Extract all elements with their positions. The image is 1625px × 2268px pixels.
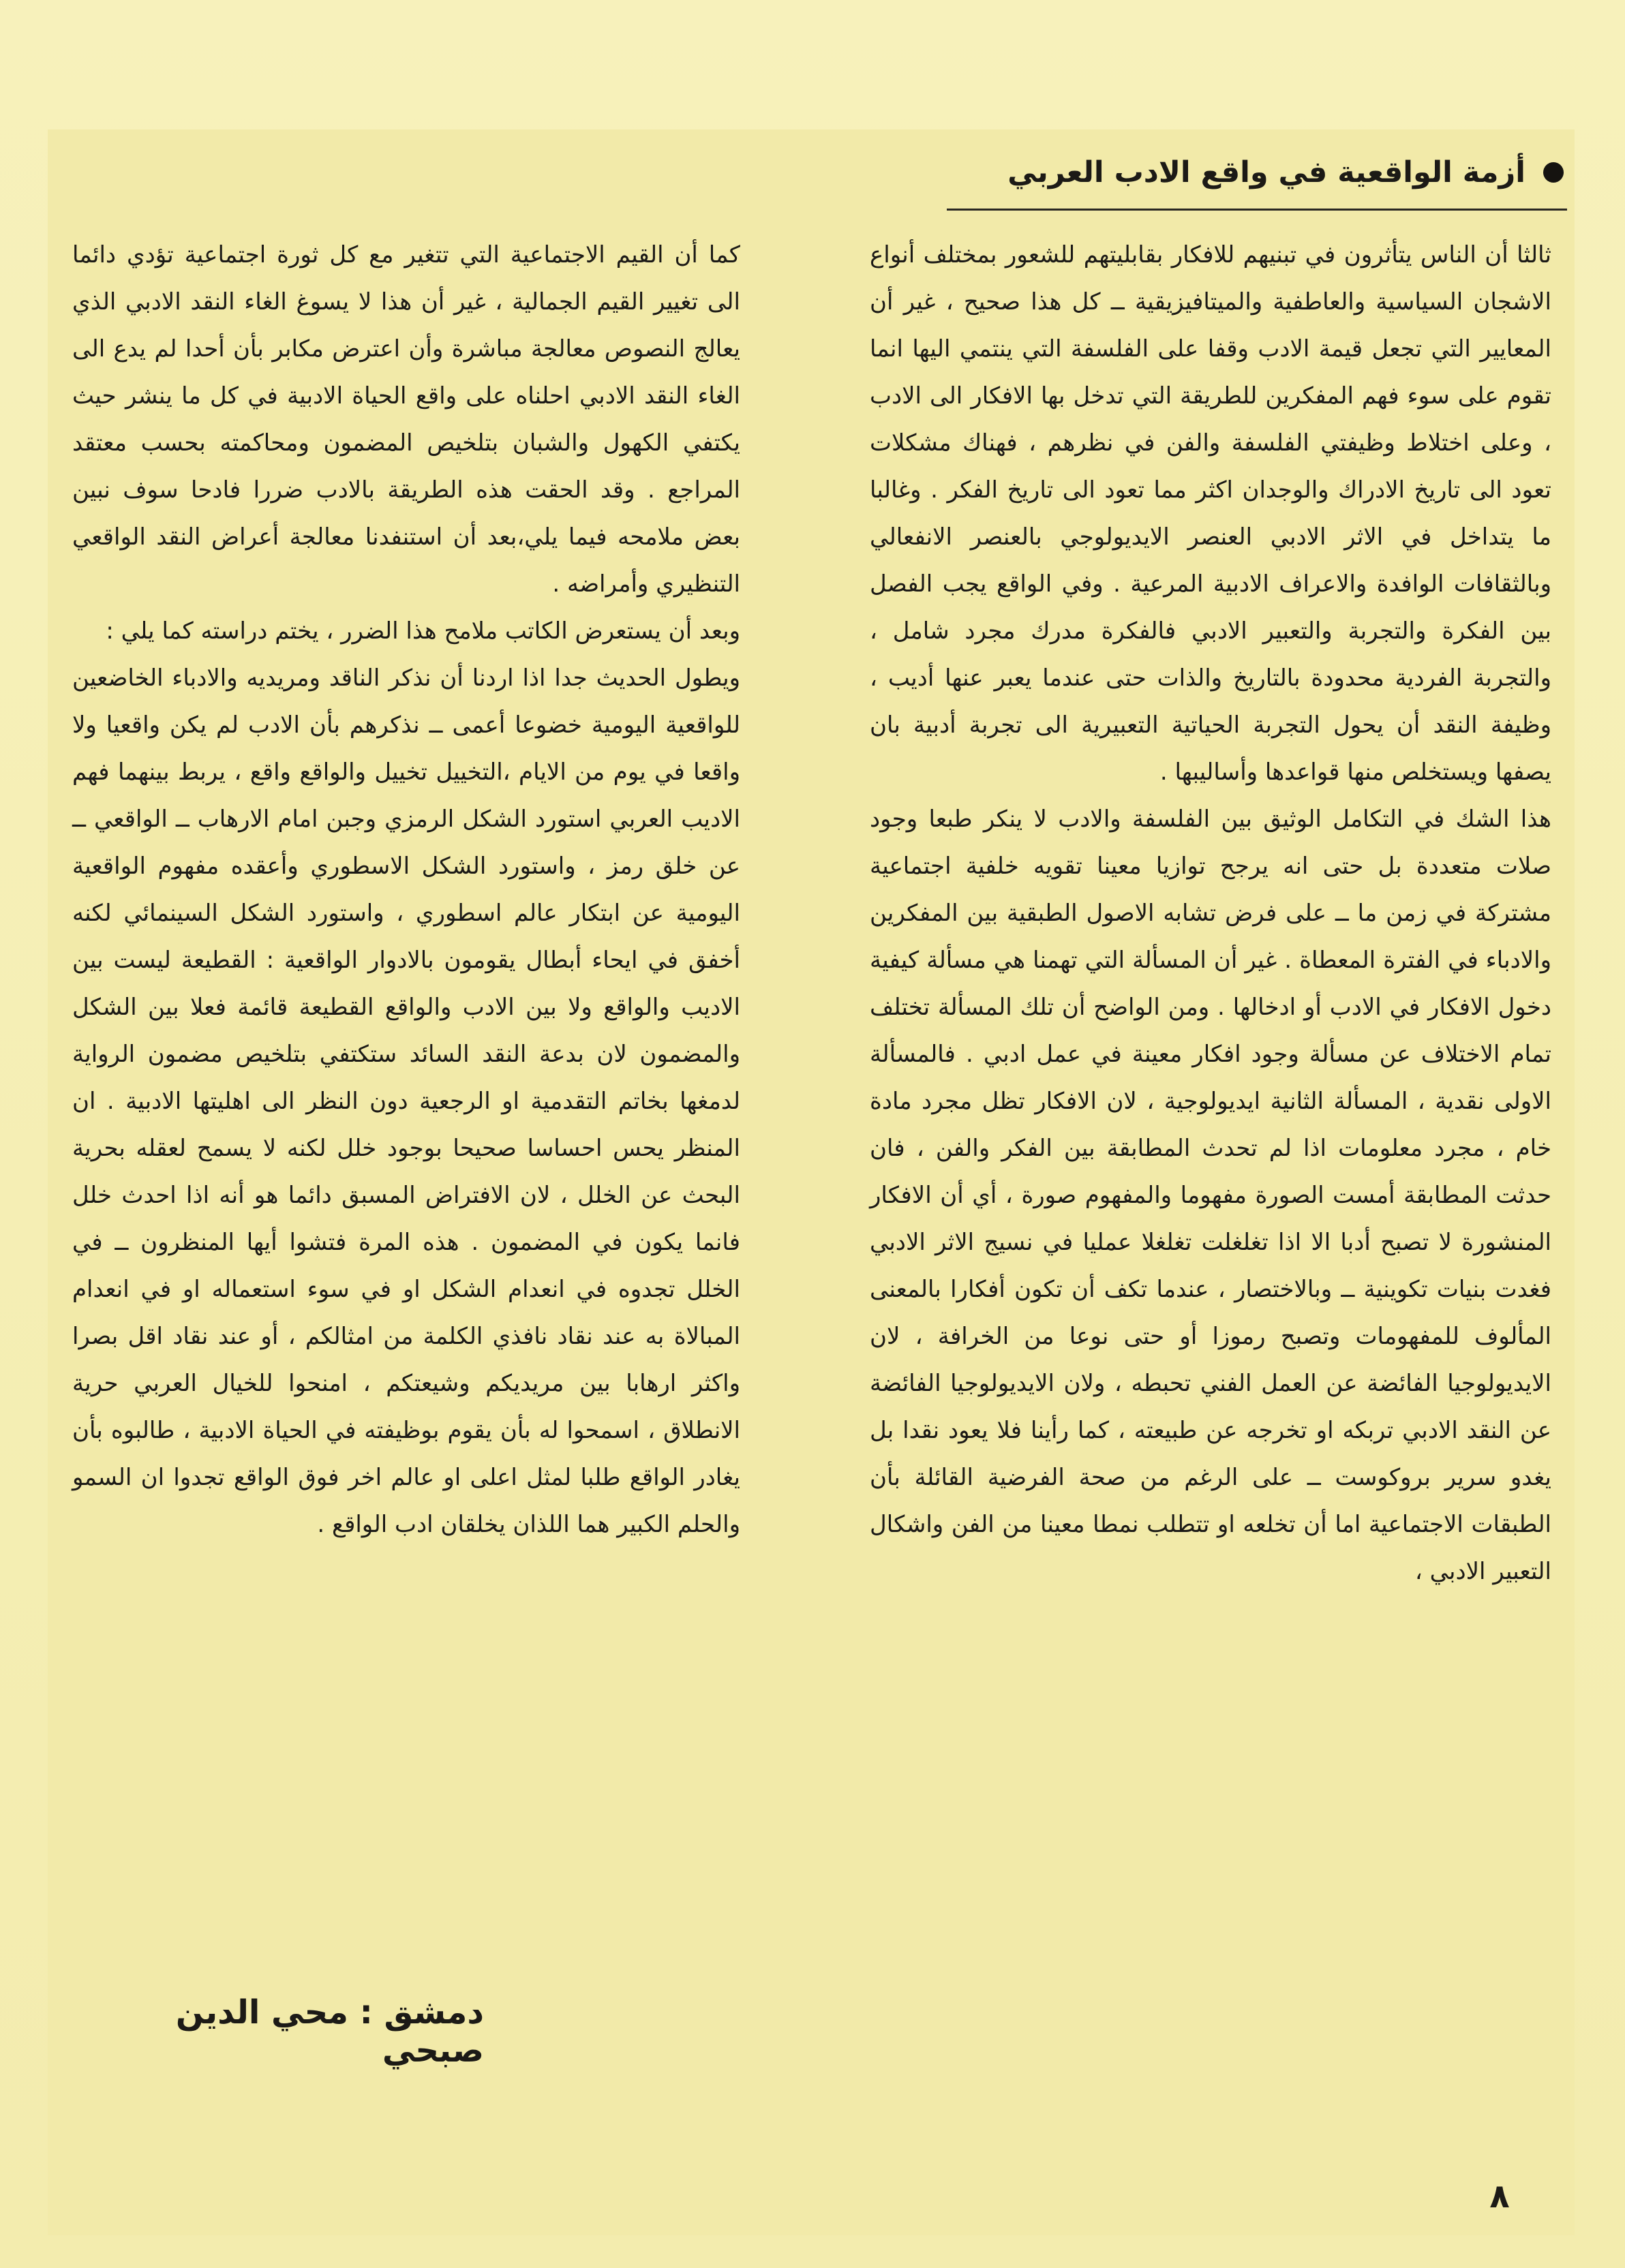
article-title: أزمة الواقعية في واقع الادب العربي (1007, 155, 1525, 189)
paragraph: ويطول الحديث جدا اذا اردنا أن نذكر الناقد ومريديه والادباء الخاضعين للواقعية اليومية خضوعا أعمى ــ نذكرهم بأن الادب لم يكن واقعيا ولا واقعا في يوم من الايام ،التخييل تخييل والواقع واقع ، يربط بينهما فهم الاديب العربي استورد الشكل الرمزي وجبن امام الارهاب ــ الواقعي ــ عن خلق رمز ، واستورد الشكل الاسطوري وأعقده مفهوم الواقعية اليومية عن ابتكار عالم اسطوري ، واستورد الشكل السينمائي لكنه أخفق في ايحاء أبطال يقومون بالادوار الواقعية : القطيعة ليست بين الاديب والواقع ولا بين الادب والواقع القطيعة قائمة فعلا بين الشكل والمضمون لان بدعة النقد السائد ستكتفي بتلخيص مضمون الرواية لدمغها بخاتم التقدمية او الرجعية دون النظر الى اهليتها الادبية . ان المنظر يحس احساسا صحيحا بوجود خلل لكنه لا يسمح لعقله بحرية البحث عن الخلل ، لان الافتراض المسبق دائما هو أنه اذا احدث خلل فانما يكون في المضمون . هذه المرة فتشوا أيها المنظرون ــ في الخلل تجدوه في انعدام الشكل او في سوء استعماله او في انعدام المبالاة به عند نقاد نافذي الكلمة من امثالكم ، أو عند نقاد اقل بصرا واكثر ارهابا بين مريديكم وشيعتكم ، امنحوا للخيال العربي حرية الانطلاق ، اسمحوا له بأن يقوم بوظيفته في الحياة الادبية ، طالبوه بأن يغادر الواقع طلبا لمثل اعلى او عالم اخر فوق الواقع تجدوا ان السمو والحلم الكبير هما اللذان يخلقان ادب الواقع . (72, 664, 740, 1538)
paragraph: ثالثا أن الناس يتأثرون في تبنيهم للافكار بقابليتهم للشعور بمختلف أنواع الاشجان السياسية والعاطفية والميتافيزيقية ــ كل هذا صحيح ، غير أن المعايير التي تجعل قيمة الادب وقفا على الفلسفة التي ينتمي اليها انما تقوم على سوء فهم المفكرين للطريقة التي تدخل بها الافكار الى الادب ، وعلى اختلاط وظيفتي الفلسفة والفن في نظرهم ، فهناك مشكلات تعود الى تاريخ الادراك والوجدان اكثر مما تعود الى تاريخ الفكر . وغالبا ما يتداخل في الاثر الادبي العنصر الايديولوجي بالعنصر الانفعالي وبالثقافات الوافدة والاعراف الادبية المرعية . وفي الواقع يجب الفصل بين الفكرة والتجربة والتعبير الادبي فالفكرة مدرك مجرد شامل ، والتجربة الفردية محدودة بالتاريخ والذات حتى عندما يعبر عنها أديب ، وظيفة النقد أن يحول التجربة الحياتية التعبيرية الى تجربة أدبية بان يصفها ويستخلص منها قواعدها وأساليبها . (870, 241, 1551, 786)
left-column (72, 232, 740, 1548)
author-signature: دمشق : محي الدين صبحي (175, 1993, 484, 2070)
paragraph: وبعد أن يستعرض الكاتب ملامح هذا الضرر ، يختم دراسته كما يلي : (106, 617, 740, 645)
right-column (870, 232, 1551, 1595)
paragraph: هذا الشك في التكامل الوثيق بين الفلسفة والادب لا ينكر طبعا وجود صلات متعددة بل حتى انه يرجح توازيا معينا تقويه خلفية اجتماعية مشتركة في زمن ما ــ على فرض تشابه الاصول الطبقية بين المفكرين والادباء في الفترة المعطاة . غير أن المسألة التي تهمنا هي مسألة كيفية دخول الافكار في الادب أو ادخالها . ومن الواضح أن تلك المسألة تختلف تمام الاختلاف عن مسألة وجود افكار معينة في عمل ادبي . فالمسألة الاولى نقدية ، المسألة الثانية ايديولوجية ، لان الافكار تظل مجرد مادة خام ، مجرد معلومات اذا لم تحدث المطابقة بين الفكر والفن ، فان حدثت المطابقة أمست الصورة مفهوما والمفهوم صورة ، أي أن الافكار المنشورة لا تصبح أدبا الا اذا تغلغلت تغلغلا عمليا في نسيج الاثر الادبي فغدت بنيات تكوينية ــ وبالاختصار ، عندما تكف أن تكون أفكارا بالمعنى المألوف للمفهومات وتصبح رموزا أو حتى نوعا من الخرافة ، لان الايديولوجيا الفائضة عن العمل الفني تحبطه ، ولان الايديولوجيا الفائضة عن النقد الادبي تربكه او تخرجه عن طبيعته ، كما رأينا فلا يعود نقدا بل يغدو سرير بروكوست ــ على الرغم من صحة الفرضية القائلة بأن الطبقات الاجتماعية اما أن تخلعه او تتطلب نمطا معينا من الفن واشكال التعبير الادبي ، (870, 806, 1551, 1585)
page-number: ٨ (1489, 2177, 1510, 2216)
header-divider (947, 209, 1567, 211)
article-header (950, 149, 1564, 196)
paragraph: كما أن القيم الاجتماعية التي تتغير مع كل ثورة اجتماعية تؤدي دائما الى تغيير القيم الجمالية ، غير أن هذا لا يسوغ الغاء النقد الادبي الذي يعالج النصوص معالجة مباشرة وأن اعترض مكابر بأن أحدا لم يدع الى الغاء النقد الادبي احلناه على واقع الحياة الادبية في كل ما ينشر حيث يكتفي الكهول والشبان بتلخيص المضمون ومحاكمته بحسب معتقد المراجع . وقد الحقت هذه الطريقة بالادب ضررا فادحا سوف نبين بعض ملامحه فيما يلي،بعد أن استنفدنا معالجة أعراض النقد الواقعي التنظيري وأمراضه . (72, 241, 740, 598)
bullet-icon (1543, 162, 1564, 183)
